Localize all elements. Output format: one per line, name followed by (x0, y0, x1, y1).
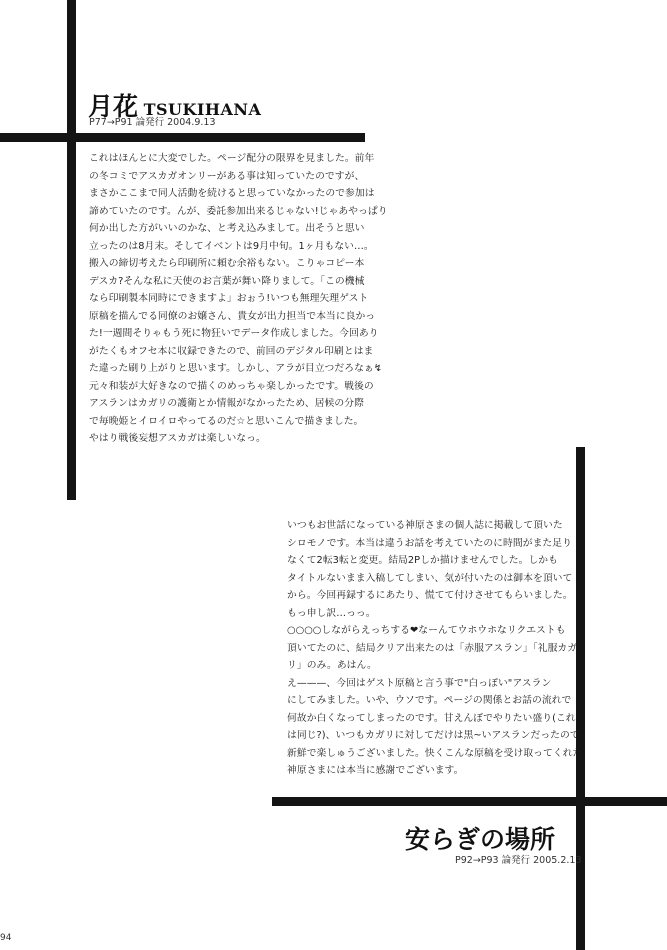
frame-bar-top-horizontal (0, 133, 365, 142)
text-line: アスランはカガリの護衛とか情報がなかったため、居候の分際 (89, 398, 364, 409)
page-number: 94 (0, 933, 12, 943)
text-line: やはり戦後妄想アスカガは楽しいなっ。 (89, 433, 266, 444)
body-text-tsukihana (89, 150, 388, 448)
text-line: 原稿を描んでる同僚のお嬢さん、貴女が出力担当で本当に良かっ (89, 310, 376, 322)
text-line: なら印刷製本同時にできますよ」おぉう!いつも無理矢理ゲスト (89, 293, 369, 304)
text-line: にしてみました。いや、ウソです。ページの関係とお話の流れで (287, 695, 572, 706)
text-line: タイトルないまま入稿してしまい、気が付いたのは御本を頂いて (287, 572, 573, 584)
text-line: デスカ?そんな私に天使のお言葉が舞い降りまして。「この機械 (89, 275, 365, 287)
title-kanji: 月花 (88, 92, 139, 121)
text-line: ○○○○しながらえっちする❤なーんてウホウホなリクエストも (287, 625, 566, 636)
text-line: から。今回再録するにあたり、慌てて付けさせてもらいました。 (287, 590, 573, 601)
text-line: 立ったのは8月末。そしてイベントは9月中旬。1ヶ月もない…。 (89, 240, 374, 252)
text-line: シロモノです。本当は違うお話を考えていたのに時間がまた足り (287, 537, 572, 549)
text-line: た!一週間そりゃもう死に物狂いでデータ作成しました。今回あり (89, 328, 379, 339)
text-line: 何か出した方がいいのかな、と考え込みまして。出そうと思い (89, 223, 365, 234)
text-line: 頂いてたのに、結局クリア出来たのは「赤服アスラン」「礼服カガ (287, 642, 578, 654)
body-text-yasuragi (287, 517, 582, 780)
text-line: の冬コミでアスカガオンリーがある事は知っていたのですが、 (89, 170, 365, 182)
title-kanji-yasuragi: 安らぎの場所 (405, 825, 556, 854)
text-line: え———、今回はゲスト原稿と言う事で"白っぽい"アスラン (287, 677, 552, 689)
text-line: で毎晩姫とイロイロやってるのだ☆と思いこんで描きました。 (89, 415, 364, 427)
text-line: なくて2転3転と変更。結局2Pしか描けませんでした。しかも (287, 555, 558, 566)
text-line: 元々和装が大好きなので描くのめっちゃ楽しかったです。戦後の (89, 380, 374, 392)
section-meta-tsukihana: P77→P91 論発行 2004.9.13 (89, 117, 216, 128)
text-line: た違った刷り上がりと思います。しかし、アラが目立つだろなぁ↯ (89, 363, 383, 374)
text-line: もっ申し訳…っっ。 (287, 607, 376, 619)
text-line: 何故か白くなってしまったのです。甘えんぼでやりたい盛り(これ (287, 712, 576, 724)
section-meta-yasuragi: P92→P93 論発行 2005.2.13 (455, 855, 582, 866)
title-roman: TSUKIHANA (143, 100, 262, 119)
text-line: がたくもオフセ本に収録できたので、前回のデジタル印刷とはま (89, 345, 374, 357)
frame-bar-bottom-horizontal (272, 797, 667, 806)
text-line: まさかここまで同人活動を続けると思っていなかったので参加は (89, 188, 375, 199)
text-line: リ」のみ。あはん。 (287, 660, 377, 671)
text-line: は同じ?)、いつもカガリに対してだけは黒~いアスランだったので (287, 730, 580, 741)
text-line: 神原さまには本当に感謝でございます。 (287, 765, 464, 776)
text-line: いつもお世話になっている神原さまの個人誌に掲載して頂いた (287, 520, 563, 531)
text-line: 諦めていたのです。んが、委託参加出来るじゃない!じゃあやっぱり (89, 205, 388, 217)
text-line: 新鮮で楽しゅうございました。快くこんな原稿を受け取ってくれた (287, 747, 583, 759)
text-line: 搬入の締切考えたら印刷所に頼む余裕もない。こりゃコピー本 (89, 258, 365, 269)
section-title-yasuragi (405, 820, 555, 856)
frame-bar-left-vertical (67, 0, 76, 500)
text-line: これはほんとに大変でした。ページ配分の限界を見ました。前年 (89, 153, 375, 164)
